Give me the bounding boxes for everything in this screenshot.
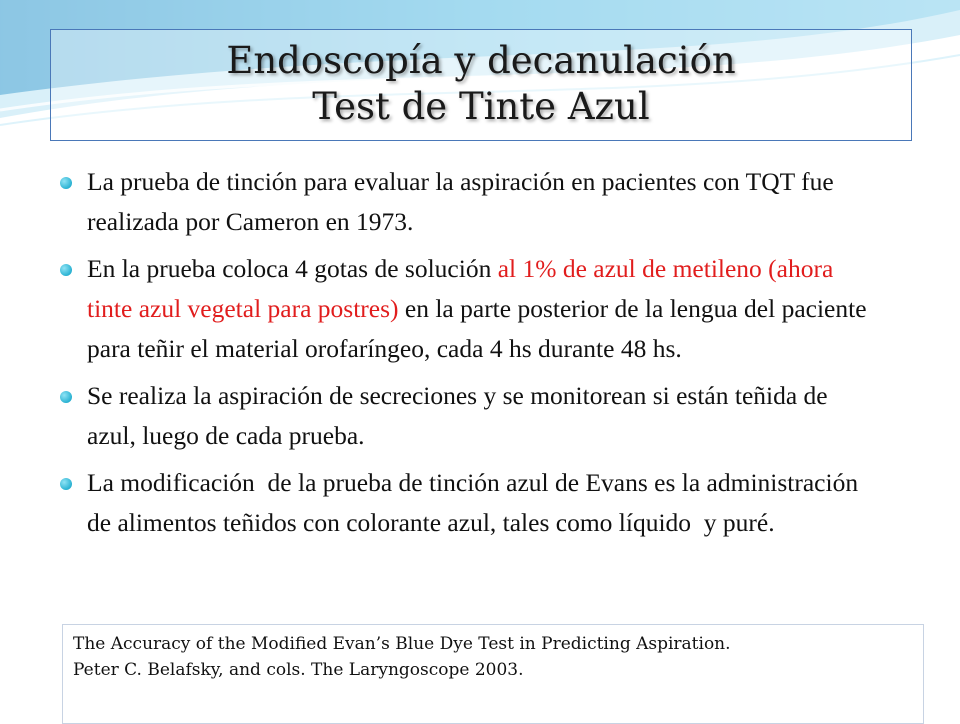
bullet-item-4 [60, 463, 880, 543]
reference-line-1: The Accuracy of the Modified Evan’s Blue Dye Test in Predicting Aspiration. [73, 634, 731, 654]
bullet-text-2-before: En la prueba coloca 4 gotas de solución [87, 254, 498, 283]
bullet-dot-icon [60, 478, 72, 490]
bullet-list [60, 162, 880, 550]
bullet-text-2-highlight: al 1% de azul de metileno (ahora tinte azul vegetal para postres) [87, 254, 834, 323]
bullet-text-1: La prueba de tinción para evaluar la aspiración en pacientes con TQT fue realizada por Cameron en 1973. [87, 167, 834, 236]
bullet-dot-icon [60, 177, 72, 189]
slide-subtitle: Test de Tinte Azul [312, 85, 650, 128]
reference-line-2: Peter C. Belafsky, and cols. The Laryngoscope 2003. [73, 660, 524, 680]
bullet-text-3: Se realiza la aspiración de secreciones y se monitorean si están teñida de azul, luego de cada prueba. [87, 381, 828, 450]
bullet-text-4: La modificación de la prueba de tinción azul de Evans es la administración de alimentos teñidos con colorante azul, tales como líquido y puré. [87, 468, 865, 537]
bullet-item-3 [60, 376, 880, 456]
reference-box [62, 624, 924, 724]
bullet-dot-icon [60, 391, 72, 403]
bullet-item-2 [60, 249, 880, 369]
bullet-text-2-after: en la parte posterior de la lengua del paciente para teñir el material orofaríngeo, cada 4 hs durante 48 hs. [87, 294, 867, 363]
bullet-dot-icon [60, 264, 72, 276]
bullet-item-1 [60, 162, 880, 242]
title-box [50, 29, 912, 141]
slide-title: Endoscopía y decanulación [226, 39, 736, 82]
